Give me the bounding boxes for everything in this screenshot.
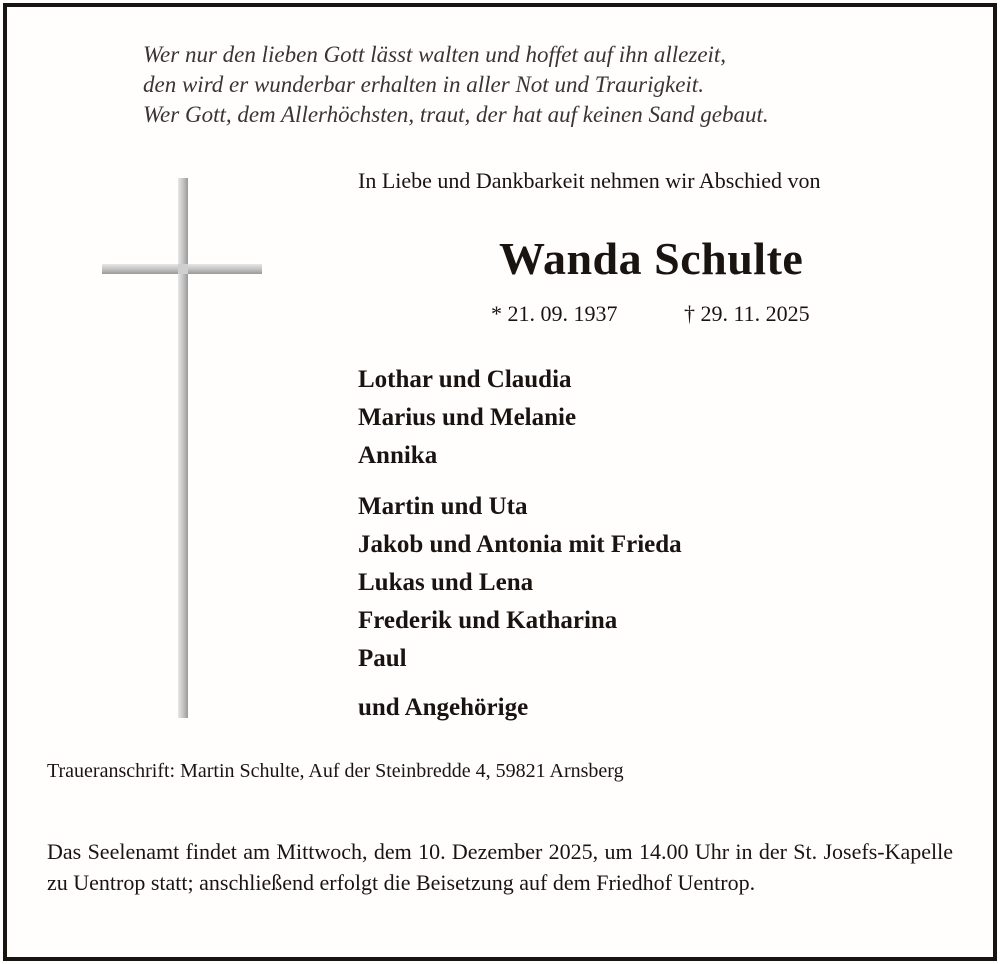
- mourning-address: Traueranschrift: Martin Schulte, Auf der Steinbredde 4, 59821 Arnsberg: [47, 760, 624, 782]
- death-date: † 29. 11. 2025: [684, 301, 810, 326]
- relatives-line: und Angehörige: [358, 694, 529, 721]
- family-member: Annika: [358, 442, 438, 469]
- family-member: Martin und Uta: [358, 493, 528, 520]
- family-member: Marius und Melanie: [358, 404, 577, 431]
- bible-verse: [143, 40, 769, 130]
- family-member: Paul: [358, 645, 407, 672]
- family-member: Lothar und Claudia: [358, 366, 572, 393]
- deceased-name: Wanda Schulte: [499, 233, 804, 284]
- family-member: Frederik und Katharina: [358, 607, 618, 634]
- service-info: Das Seelenamt findet am Mittwoch, dem 10. Dezember 2025, um 14.00 Uhr in der St. Josefs-Kapelle zu Uentrop statt; anschließend erfolgt die Beisetzung auf dem Friedhof Uentrop.: [47, 839, 953, 895]
- family-member: Lukas und Lena: [358, 569, 534, 596]
- birth-date: * 21. 09. 1937: [491, 301, 618, 326]
- family-member: Jakob und Antonia mit Frieda: [358, 531, 682, 558]
- farewell-intro: In Liebe und Dankbarkeit nehmen wir Abschied von: [358, 168, 821, 193]
- verse-line: Wer Gott, dem Allerhöchsten, traut, der hat auf keinen Sand gebaut.: [143, 102, 769, 127]
- family-group-2: [358, 488, 682, 678]
- verse-line: den wird er wunderbar erhalten in aller Not und Traurigkeit.: [143, 72, 704, 97]
- cross-icon: [102, 178, 262, 718]
- verse-line: Wer nur den lieben Gott lässt walten und hoffet auf ihn allezeit,: [143, 42, 727, 67]
- family-group-1: [358, 361, 576, 475]
